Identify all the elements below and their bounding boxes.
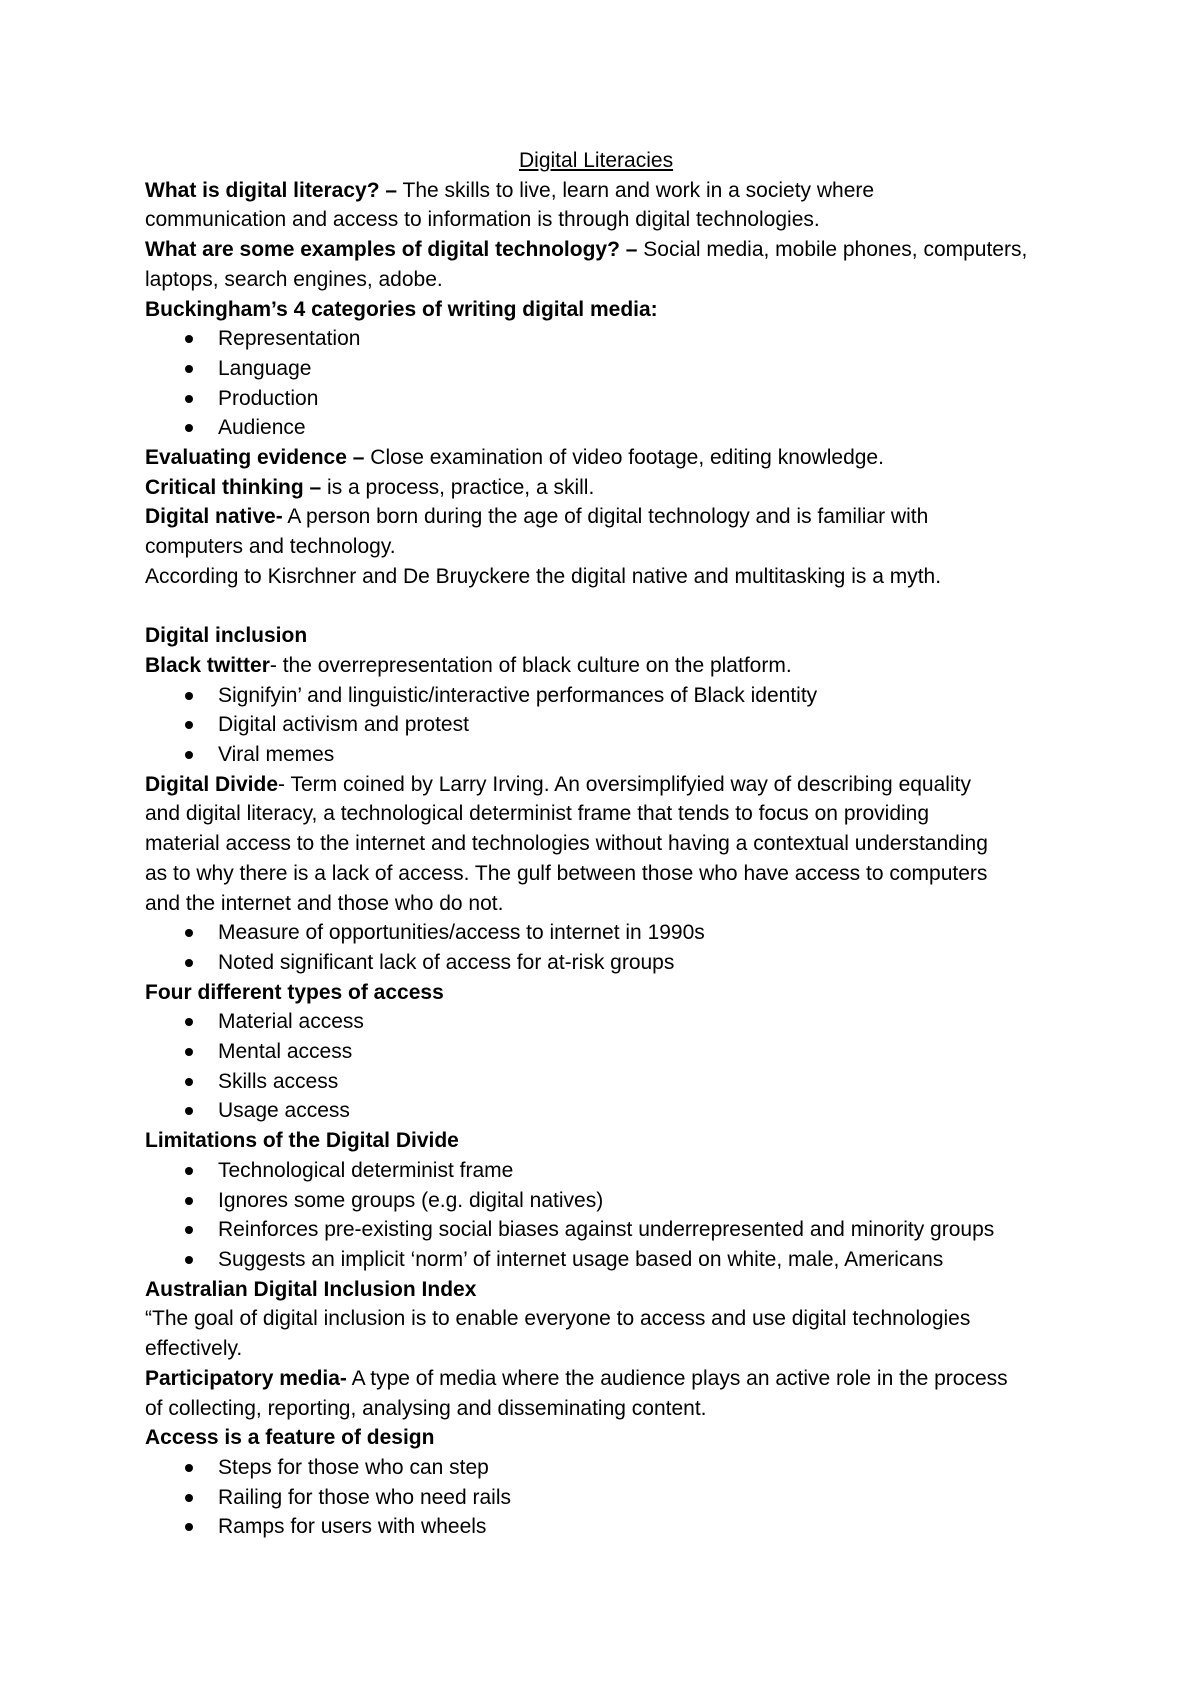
list-item: Audience — [145, 413, 1075, 443]
list-item: Measure of opportunities/access to internet in 1990s — [145, 918, 1075, 948]
critical-thinking — [145, 473, 1075, 503]
buckingham-heading: Buckingham’s 4 categories of writing digital media: — [145, 297, 658, 321]
bullet-icon — [185, 1494, 193, 1502]
limitations-heading: Limitations of the Digital Divide — [145, 1129, 459, 1153]
term: Participatory media- — [145, 1366, 347, 1390]
bullet-icon — [185, 1256, 193, 1264]
list-item: Skills access — [145, 1067, 1075, 1097]
bullet-icon — [185, 395, 193, 403]
list-item: Reinforces pre-existing social biases against underrepresented and minority groups — [145, 1215, 1075, 1245]
list-item: Mental access — [145, 1037, 1075, 1067]
list-item: Material access — [145, 1007, 1075, 1037]
definition: A person born during the age of digital technology and is familiar with — [282, 505, 929, 529]
bullet-icon — [185, 751, 193, 759]
digital-native-cont: computers and technology. — [145, 535, 396, 559]
bullet-icon — [185, 1107, 193, 1115]
kirschner-note: According to Kisrchner and De Bruyckere the digital native and multitasking is a myth. — [145, 564, 942, 588]
list-item: Representation — [145, 324, 1075, 354]
definition: - Term coined by Larry Irving. An oversimplifyied way of describing equality — [278, 772, 971, 796]
list-item: Language — [145, 354, 1075, 384]
access-types-heading: Four different types of access — [145, 980, 444, 1004]
q-digital-technology-cont: laptops, search engines, adobe. — [145, 267, 443, 291]
digital-inclusion-heading: Digital inclusion — [145, 624, 308, 648]
bullet-icon — [185, 1464, 193, 1472]
definition: The skills to live, learn and work in a society where — [397, 178, 875, 202]
participatory-media-cont: of collecting, reporting, analysing and disseminating content. — [145, 1396, 707, 1420]
bullet-icon — [185, 1197, 193, 1205]
list-item: Suggests an implicit ‘norm’ of internet usage based on white, male, Americans — [145, 1245, 1075, 1275]
digital-divide-cont: and digital literacy, a technological determinist frame that tends to focus on providing — [145, 802, 930, 826]
list-item: Ignores some groups (e.g. digital natives) — [145, 1186, 1075, 1216]
term: What is digital literacy? – — [145, 178, 398, 202]
q-digital-literacy — [145, 176, 1075, 206]
q-digital-technology — [145, 235, 1075, 265]
bullet-icon — [185, 959, 193, 967]
digital-divide — [145, 770, 1075, 800]
list-item: Railing for those who need rails — [145, 1483, 1075, 1513]
bullet-icon — [185, 692, 193, 700]
definition: Close examination of video footage, editing knowledge. — [364, 446, 884, 470]
adii-heading: Australian Digital Inclusion Index — [145, 1277, 477, 1301]
bullet-icon — [185, 1048, 193, 1056]
definition: is a process, practice, a skill. — [321, 475, 595, 499]
participatory-media — [145, 1364, 1075, 1394]
document-body — [145, 146, 1075, 1542]
black-twitter — [145, 651, 1075, 681]
adii-quote: “The goal of digital inclusion is to enable everyone to access and use digital technologies — [145, 1307, 971, 1331]
digital-divide-cont: material access to the internet and technologies without having a contextual understanding — [145, 832, 988, 856]
term: Digital Divide — [145, 772, 279, 796]
digital-divide-cont: and the internet and those who do not. — [145, 891, 504, 915]
bullet-icon — [185, 335, 193, 343]
adii-quote-cont: effectively. — [145, 1337, 243, 1361]
list-item: Production — [145, 384, 1075, 414]
term: Black twitter — [145, 653, 270, 677]
document-title: Digital Literacies — [519, 149, 674, 172]
bullet-icon — [185, 1167, 193, 1175]
list-item: Noted significant lack of access for at-risk groups — [145, 948, 1075, 978]
design-heading: Access is a feature of design — [145, 1426, 435, 1450]
digital-native — [145, 502, 1075, 532]
bullet-icon — [185, 424, 193, 432]
spacer — [145, 592, 1075, 622]
bullet-icon — [185, 1078, 193, 1086]
term: Evaluating evidence – — [145, 446, 365, 470]
list-item: Technological determinist frame — [145, 1156, 1075, 1186]
term: What are some examples of digital technology? – — [145, 238, 638, 262]
definition: A type of media where the audience plays an active role in the process — [346, 1366, 1008, 1390]
bullet-icon — [185, 1226, 193, 1234]
definition: Social media, mobile phones, computers, — [637, 238, 1028, 262]
bullet-icon — [185, 929, 193, 937]
evaluating-evidence — [145, 443, 1075, 473]
term: Critical thinking – — [145, 475, 322, 499]
definition: - the overrepresentation of black culture on the platform. — [269, 653, 792, 677]
bullet-icon — [185, 365, 193, 373]
list-item: Usage access — [145, 1096, 1075, 1126]
bullet-icon — [185, 1018, 193, 1026]
q-digital-literacy-cont: communication and access to information is through digital technologies. — [145, 208, 820, 232]
bullet-icon — [185, 1523, 193, 1531]
list-item: Signifyin’ and linguistic/interactive performances of Black identity — [145, 681, 1075, 711]
bullet-icon — [185, 721, 193, 729]
list-item: Ramps for users with wheels — [145, 1512, 1075, 1542]
list-item: Steps for those who can step — [145, 1453, 1075, 1483]
term: Digital native- — [145, 505, 283, 529]
list-item: Digital activism and protest — [145, 710, 1075, 740]
digital-divide-cont: as to why there is a lack of access. The gulf between those who have access to computers — [145, 861, 988, 885]
list-item: Viral memes — [145, 740, 1075, 770]
